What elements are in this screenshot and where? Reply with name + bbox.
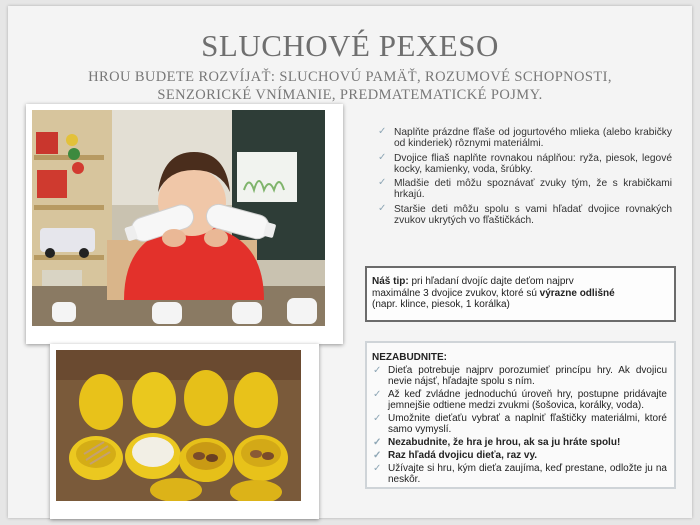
list-item: ✓ Dvojice fliaš naplňte rovnakou náplňou: ryža, piesok, legové kocky, kamienky, voda, šrúbky. [378, 151, 672, 175]
list-item: ✓ Dieťa potrebuje najprv porozumieť princípu hry. Ak dvojicu nevie nájsť, hľadajte spolu s ním. [373, 365, 667, 387]
slide [8, 6, 692, 518]
check-icon: ✓ [378, 177, 387, 189]
reminder-box [365, 341, 676, 489]
tip-label: Náš tip: [372, 276, 409, 287]
check-icon: ✓ [373, 463, 382, 474]
list-item: ✓ Užívajte si hru, kým dieťa zaujíma, keď prestane, odložte ju na neskôr. [373, 463, 667, 485]
tip-box [365, 266, 676, 322]
list-item: ✓ Naplňte prázdne fľaše od jogurtového mlieka (alebo krabičky od kinderiek) rôznymi materiálmi. [378, 126, 672, 150]
check-icon: ✓ [373, 389, 382, 400]
check-icon: ✓ [373, 450, 382, 461]
list-item: ✓ Nezabudnite, že hra je hrou, ak sa ju hráte spolu! [373, 437, 621, 448]
tip-text-2: maximálne 3 dvojice zvukov, ktoré sú [372, 287, 540, 299]
check-icon: ✓ [373, 437, 382, 448]
list-item: ✓ Staršie deti môžu spolu s vami hľadať dvojice rovnakých zvukov ukrytých vo fľaštičkách. [378, 202, 672, 227]
instruction-list [376, 127, 672, 229]
check-icon: ✓ [378, 151, 387, 163]
check-icon: ✓ [378, 126, 387, 137]
tip-emphasis: výrazne odlišné [539, 287, 615, 299]
check-icon: ✓ [373, 413, 382, 424]
reminder-header: NEZABUDNITE: [372, 352, 447, 363]
check-icon: ✓ [373, 365, 382, 376]
yellow-eggs-photo [50, 344, 319, 519]
list-item: ✓ Až keď zvládne jednoduchú úroveň hry, postupne pridávajte jemnejšie odtiene medzi zvukmi (šošovica, korálky, voda). [373, 389, 667, 411]
list-item: ✓ Mladšie deti môžu spoznávať zvuky tým, že s krabičkami hrkajú. [378, 177, 672, 201]
subtitle [28, 68, 672, 104]
tip-text-1: pri hľadaní dvojíc dajte deťom najprv [408, 276, 574, 287]
tip-text-3: (napr. klince, piesok, 1 korálka) [372, 299, 510, 311]
check-icon: ✓ [378, 202, 387, 214]
subtitle-line-1: HROU BUDETE ROZVÍJAŤ: SLUCHOVÚ PAMÄŤ, ROZUMOVÉ SCHOPNOSTI, [88, 69, 612, 85]
list-item: ✓ Raz hľadá dvojicu dieťa, raz vy. [373, 450, 538, 461]
list-item: ✓ Umožnite dieťaťu vybrať a naplniť fľaštičky materiálmi, ktoré samo vymyslí. [373, 413, 667, 435]
subtitle-line-2: SENZORICKÉ VNÍMANIE, PREDMATEMATICKÉ POJMY. [157, 87, 543, 103]
child-with-bottles-photo [26, 104, 343, 344]
page-title: SLUCHOVÉ PEXESO [201, 28, 499, 63]
